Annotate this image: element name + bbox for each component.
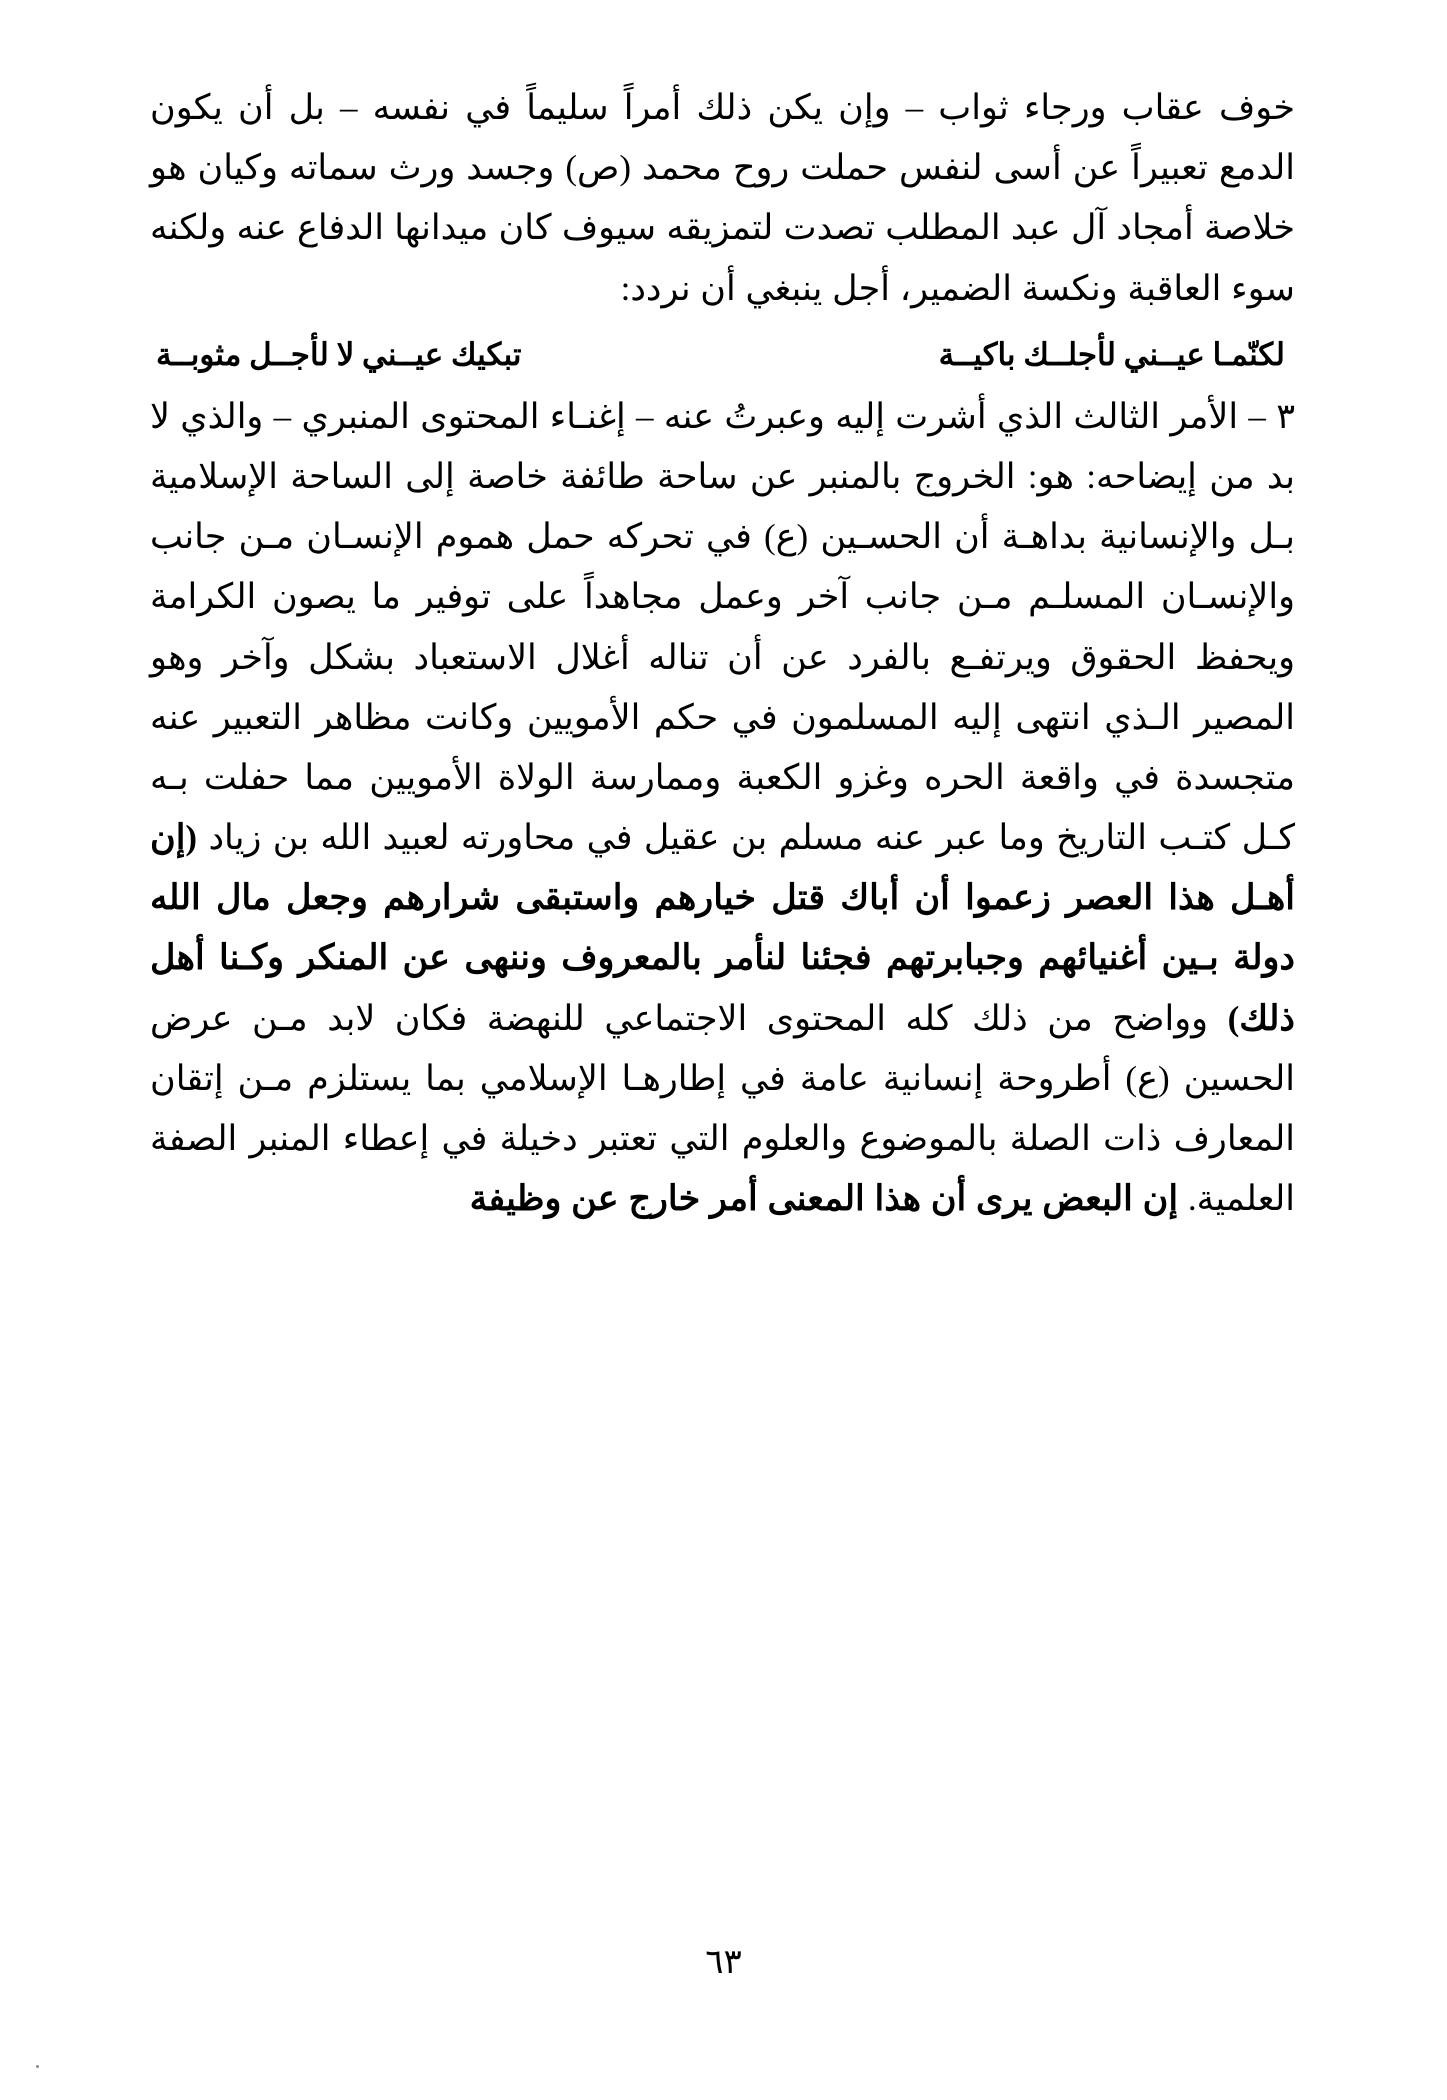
page-number: ٦٣: [705, 1944, 742, 1981]
paragraph-2-segment-2-quote: (إن أهـل هذا العصر زعموا أن أباك قتل خيارهم واستبقى شرارهم وجعل مال الله دولة بـين أغنيائهم وجبابرتهم فجئنا لنأمر بالمعروف وننهى عن المنكر وكـنا أهل ذلك): [150, 818, 1295, 1038]
paragraph-2: [150, 387, 1295, 1230]
scan-edge-mark: [36, 2065, 39, 2068]
paragraph-1: خوف عقاب ورجاء ثواب – وإن يكن ذلك أمراً سليماً في نفسه – بل أن يكون الدمع تعبيراً عن أسى لنفس حملت روح محمد (ص) وجسد ورث سماته وكيان هو خلاصة أمجاد آل عبد المطلب تصدت لتمزيقه سيوف كان ميدانها الدفاع عنه ولكنه سوء العاقبة ونكسة الضمير، أجل ينبغي أن نردد:: [150, 88, 1295, 308]
poetry-verse: [150, 337, 1295, 373]
paragraph-2-segment-3: وواضح من ذلك كله المحتوى الاجتماعي للنهضة فكان لابد مـن عرض الحسين (ع) أطروحة إنسانية عامة في إطارهـا الإسلامي بما يستلزم مـن إتقان المعارف ذات الصلة بالموضوع والعلوم التي تعتبر دخيلة في إعطاء المنبر الصفة العلمية.: [150, 998, 1295, 1219]
paragraph-2-segment-1: ٣ – الأمر الثالث الذي أشرت إليه وعبرتُ عنه – إغنـاء المحتوى المنبري – والذي لا بد من إيضاحه: هو: الخروج بالمنبر عن ساحة طائفة خاصة إلى الساحة الإسلامية بـل والإنسانية بداهـة أن الحسـين (ع) في تحركه حمل هموم الإنسـان مـن جانب والإنسـان المسلـم مـن جانب آخر وعمل مجاهداً على توفير ما يصون الكرامة ويحفظ الحقوق ويرتفـع بالفرد عن أن تناله أغلال الاستعباد بشكل وآخر وهو المصير الـذي انتهى إليه المسلمون في حكم الأمويين وكانت مظاهر التعبير عنه متجسدة في واقعة الحره وغزو الكعبة وممارسة الولاة الأمويين مما حفلت بـه كـل كتـب التاريخ وما عبر عنه مسلم بن عقيل في محاورته لعبيد الله بن زياد: [150, 396, 1295, 858]
verse-first-hemistich: تبكيك عيــني لا لأجــل مثوبــة: [156, 336, 522, 372]
verse-second-hemistich: لكنّمـا عيــني لأجلــك باكيــة: [938, 336, 1285, 372]
page-body: [150, 78, 1295, 1229]
scan-edge-line: [24, 60, 26, 2020]
paragraph-2-segment-4: إن البعض يرى أن هذا المعنى أمر خارج عن وظيفة: [469, 1179, 1179, 1219]
spacer: [150, 319, 1295, 325]
